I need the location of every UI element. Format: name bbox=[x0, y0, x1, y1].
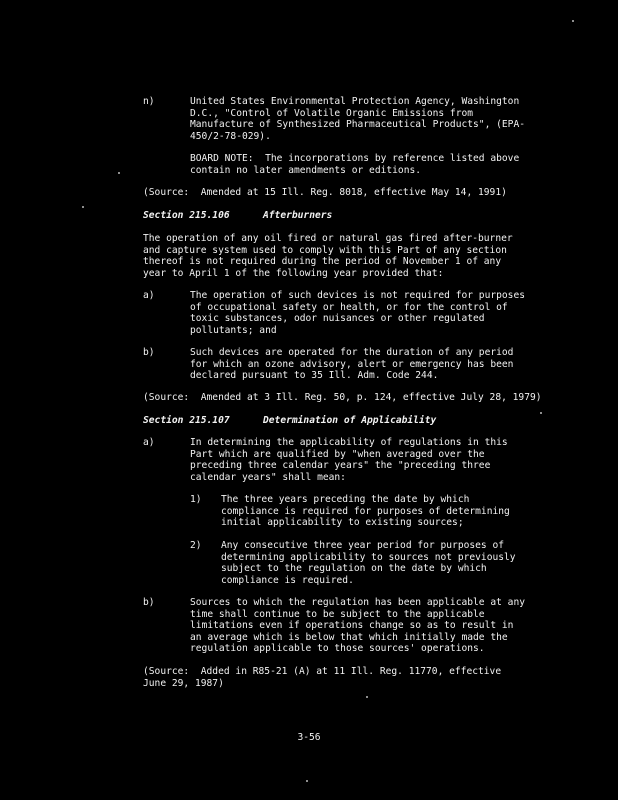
section-107-b-line-4: an average which is below that which initially made the bbox=[190, 631, 508, 643]
page-number: 3-56 bbox=[297, 732, 321, 743]
section-107-a-line-4: calendar years" shall mean: bbox=[190, 471, 346, 483]
section-106-intro-2: and capture system used to comply with this Part of any section bbox=[143, 244, 507, 256]
section-107-a-line-2: Part which are qualified by "when averaged over the bbox=[190, 448, 485, 460]
section-106-a-line-3: toxic substances, odor nuisances or other regulated bbox=[190, 313, 485, 324]
board-note-line-1: BOARD NOTE: The incorporations by reference listed above bbox=[190, 153, 520, 164]
item-n-line-2: D.C., "Control of Volatile Organic Emissions from bbox=[190, 107, 474, 119]
scan-speck bbox=[540, 412, 542, 414]
section-107-a2-line-1: Any consecutive three year period for purposes of bbox=[221, 540, 505, 551]
item-n-line-3: Manufacture of Synthesized Pharmaceutical Products", (EPA- bbox=[190, 119, 526, 130]
scan-speck bbox=[366, 696, 368, 698]
source-note-3-line-1: (Source: Added in R85-21 (A) at 11 Ill. Reg. 11770, effective bbox=[143, 666, 502, 677]
item-n-line-1: United States Environmental Protection Agency, Washington bbox=[190, 96, 520, 107]
section-107-a2-line-4: compliance is required. bbox=[221, 574, 354, 586]
section-107-title: Determination of Applicability bbox=[263, 415, 437, 426]
section-106-a-line-1: The operation of such devices is not required for purposes bbox=[190, 290, 526, 301]
section-106-b-line-1: Such devices are operated for the duration of any period bbox=[190, 347, 514, 358]
item-n-label: n) bbox=[143, 96, 155, 107]
scan-speck bbox=[118, 172, 120, 174]
section-106-a-label: a) bbox=[143, 290, 155, 301]
section-107-a1-line-3: initial applicability to existing sources; bbox=[221, 517, 464, 528]
section-107-b-label: b) bbox=[143, 597, 155, 608]
section-106-a-line-2: of occupational safety or health, or for the control of bbox=[190, 301, 508, 313]
board-note-line-2: contain no later amendments or editions. bbox=[190, 164, 422, 176]
section-107-a1-label: 1) bbox=[190, 494, 202, 505]
section-107-a-line-1: In determining the applicability of regulations in this bbox=[190, 437, 508, 448]
section-107-a1-line-1: The three years preceding the date by which bbox=[221, 494, 470, 505]
scan-speck bbox=[306, 780, 308, 782]
section-107-a-line-3: preceding three calendar years" the "preceding three bbox=[190, 460, 491, 471]
section-106-intro-4: year to April 1 of the following year provided that: bbox=[143, 267, 444, 279]
section-107-a-label: a) bbox=[143, 437, 155, 448]
item-n-line-4: 450/2-78-029). bbox=[190, 130, 271, 142]
section-106-b-line-3: declared pursuant to 35 Ill. Adm. Code 244. bbox=[190, 370, 439, 381]
source-note-1: (Source: Amended at 15 Ill. Reg. 8018, effective May 14, 1991) bbox=[143, 187, 507, 198]
source-note-2: (Source: Amended at 3 Ill. Reg. 50, p. 124, effective July 28, 1979) bbox=[143, 392, 542, 403]
section-106-b-line-2: for which an ozone advisory, alert or emergency has been bbox=[190, 358, 514, 370]
section-107-b-line-1: Sources to which the regulation has been applicable at any bbox=[190, 597, 526, 608]
section-107-a1-line-2: compliance is required for purposes of determining bbox=[221, 505, 510, 517]
section-107-a2-line-3: subject to the regulation on the date by which bbox=[221, 563, 487, 574]
section-106-b-label: b) bbox=[143, 347, 155, 358]
section-107-b-line-5: regulation applicable to those sources' operations. bbox=[190, 643, 485, 654]
section-107-number: Section 215.107 bbox=[143, 415, 230, 426]
scan-speck bbox=[82, 206, 84, 208]
section-107-a2-label: 2) bbox=[190, 540, 202, 551]
section-107-b-line-2: time shall continue to be subject to the applicable bbox=[190, 608, 485, 620]
section-106-intro-1: The operation of any oil fired or natural gas fired after-burner bbox=[143, 233, 513, 244]
section-106-a-line-4: pollutants; and bbox=[190, 324, 277, 336]
section-107-a2-line-2: determining applicability to sources not previously bbox=[221, 551, 516, 563]
section-106-title: Afterburners bbox=[263, 210, 333, 221]
source-note-3-line-2: June 29, 1987) bbox=[143, 677, 224, 689]
section-106-intro-3: thereof is not required during the period of November 1 of any bbox=[143, 256, 502, 267]
section-106-number: Section 215.106 bbox=[143, 210, 230, 221]
section-107-b-line-3: limitations even if operations change so as to result in bbox=[190, 620, 514, 631]
scan-speck bbox=[572, 20, 574, 22]
